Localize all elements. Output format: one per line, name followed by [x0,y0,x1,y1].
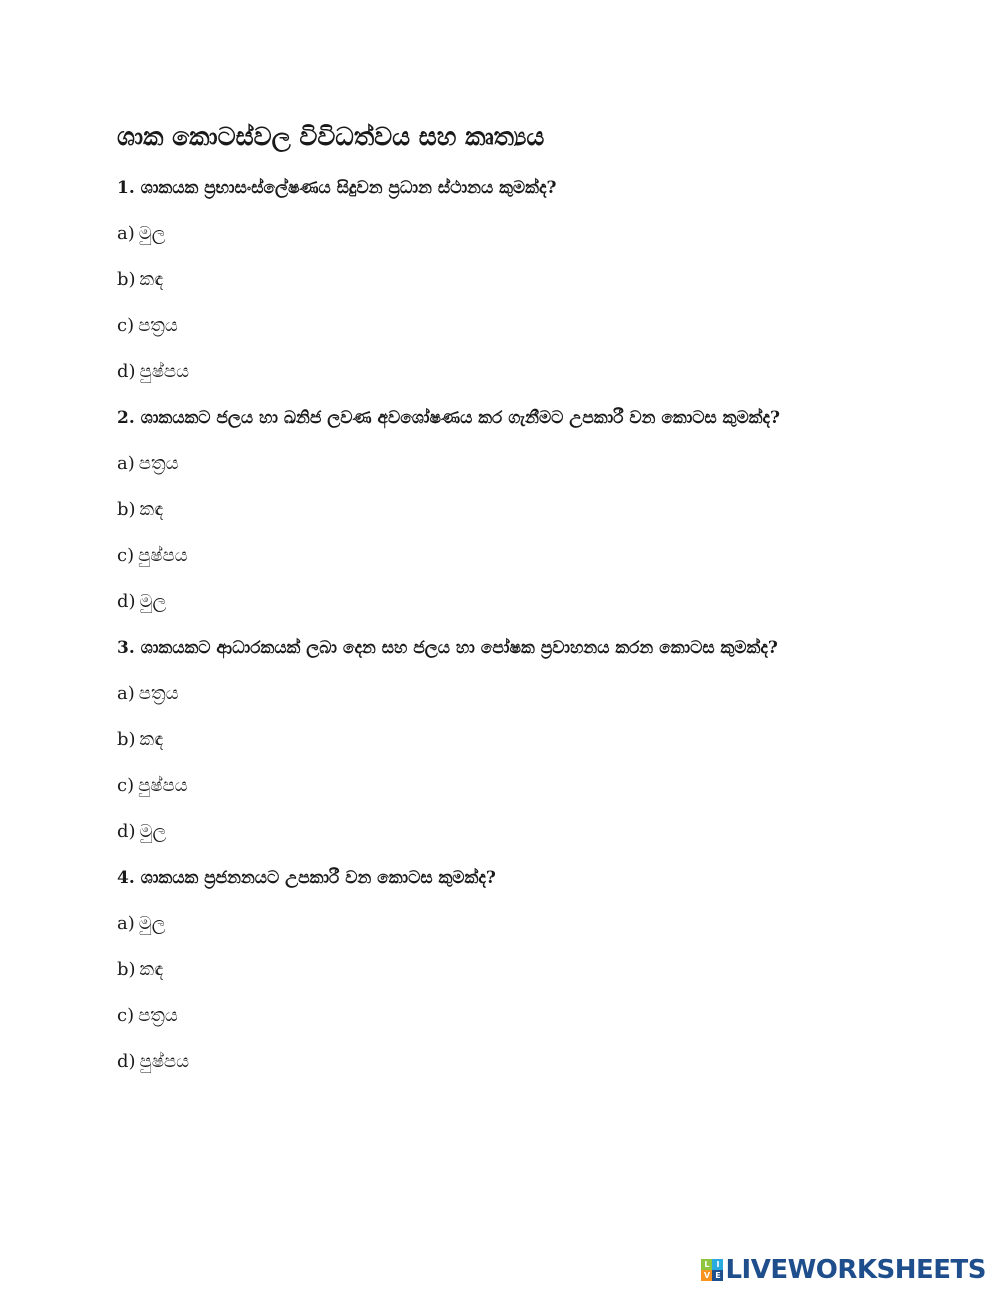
option-letter: b) [117,959,136,980]
option-text: කඳ [139,959,164,980]
logo-text: LIVEWORKSHEETS [725,1255,986,1285]
option-letter: d) [117,361,136,382]
option-letter: b) [117,729,136,750]
question-4 [117,866,937,890]
question-block-3 [117,636,937,844]
option-4-a[interactable] [117,912,937,936]
option-4-b[interactable] [117,958,937,982]
option-letter: a) [117,453,135,474]
option-1-d[interactable] [117,360,937,384]
worksheet-page [117,118,937,1096]
question-text: ශාකයකට ආධාරකයක් ලබා දෙන සහ ජලය හා පෝෂක ප්‍රවාහනය කරන කොටස කුමක්ද? [140,638,778,658]
question-block-1 [117,176,937,384]
option-letter: d) [117,821,136,842]
option-letter: c) [117,545,135,566]
option-text: පත්‍රය [138,1005,178,1026]
option-letter: d) [117,1051,136,1072]
question-number: 3. [117,638,135,658]
option-3-d[interactable] [117,820,937,844]
option-1-a[interactable] [117,222,937,246]
option-letter: b) [117,499,136,520]
question-3 [117,636,937,660]
option-2-c[interactable] [117,544,937,568]
option-3-b[interactable] [117,728,937,752]
option-letter: c) [117,775,135,796]
option-text: කඳ [139,499,164,520]
option-letter: d) [117,591,136,612]
option-text: පත්‍රය [138,683,179,704]
option-text: කඳ [139,729,164,750]
page-title: ශාක කොටස්වල විවිධත්වය සහ කෘත්‍යය [117,122,545,151]
question-number: 2. [117,408,135,428]
option-text: කඳ [139,269,164,290]
option-text: මුල [138,913,166,934]
question-2 [117,406,937,430]
option-1-b[interactable] [117,268,937,292]
option-letter: a) [117,913,135,934]
option-letter: c) [117,315,135,336]
logo-mark-icon [701,1259,723,1281]
option-letter: a) [117,683,135,704]
option-text: මුල [139,821,167,842]
question-text: ශාකයකට ජලය හා ඛනිජ ලවණ අවශෝෂණය කර ගැනීමට උපකාරී වන කොටස කුමක්ද? [140,408,780,428]
option-text: පුෂ්පය [138,775,188,796]
option-text: මුල [139,591,167,612]
option-text: පුෂ්පය [138,545,188,566]
option-3-a[interactable] [117,682,937,706]
option-letter: a) [117,223,135,244]
option-1-c[interactable] [117,314,937,338]
option-2-d[interactable] [117,590,937,614]
option-text: පුෂ්පය [139,361,190,382]
logo-mark-letter: I [712,1259,723,1270]
option-text: මුල [138,223,166,244]
question-number: 1. [117,178,135,198]
option-text: පත්‍රය [138,315,178,336]
option-2-a[interactable] [117,452,937,476]
option-4-c[interactable] [117,1004,937,1028]
question-text: ශාකයක ප්‍රභාසංස්ලේෂණය සිදුවන ප්‍රධාන ස්ථානය කුමක්ද? [140,178,557,198]
question-number: 4. [117,868,135,888]
option-letter: c) [117,1005,135,1026]
option-3-c[interactable] [117,774,937,798]
question-block-4 [117,866,937,1074]
question-1 [117,176,937,200]
liveworksheets-logo[interactable] [701,1254,986,1286]
option-text: පත්‍රය [138,453,179,474]
option-letter: b) [117,269,136,290]
logo-mark-letter: E [712,1270,723,1281]
logo-mark-letter: L [701,1259,712,1270]
question-text: ශාකයක ප්‍රජනනයට උපකාරී වන කොටස කුමක්ද? [140,868,496,888]
option-text: පුෂ්පය [139,1051,190,1072]
option-2-b[interactable] [117,498,937,522]
option-4-d[interactable] [117,1050,937,1074]
logo-mark-letter: V [701,1270,712,1281]
question-block-2 [117,406,937,614]
